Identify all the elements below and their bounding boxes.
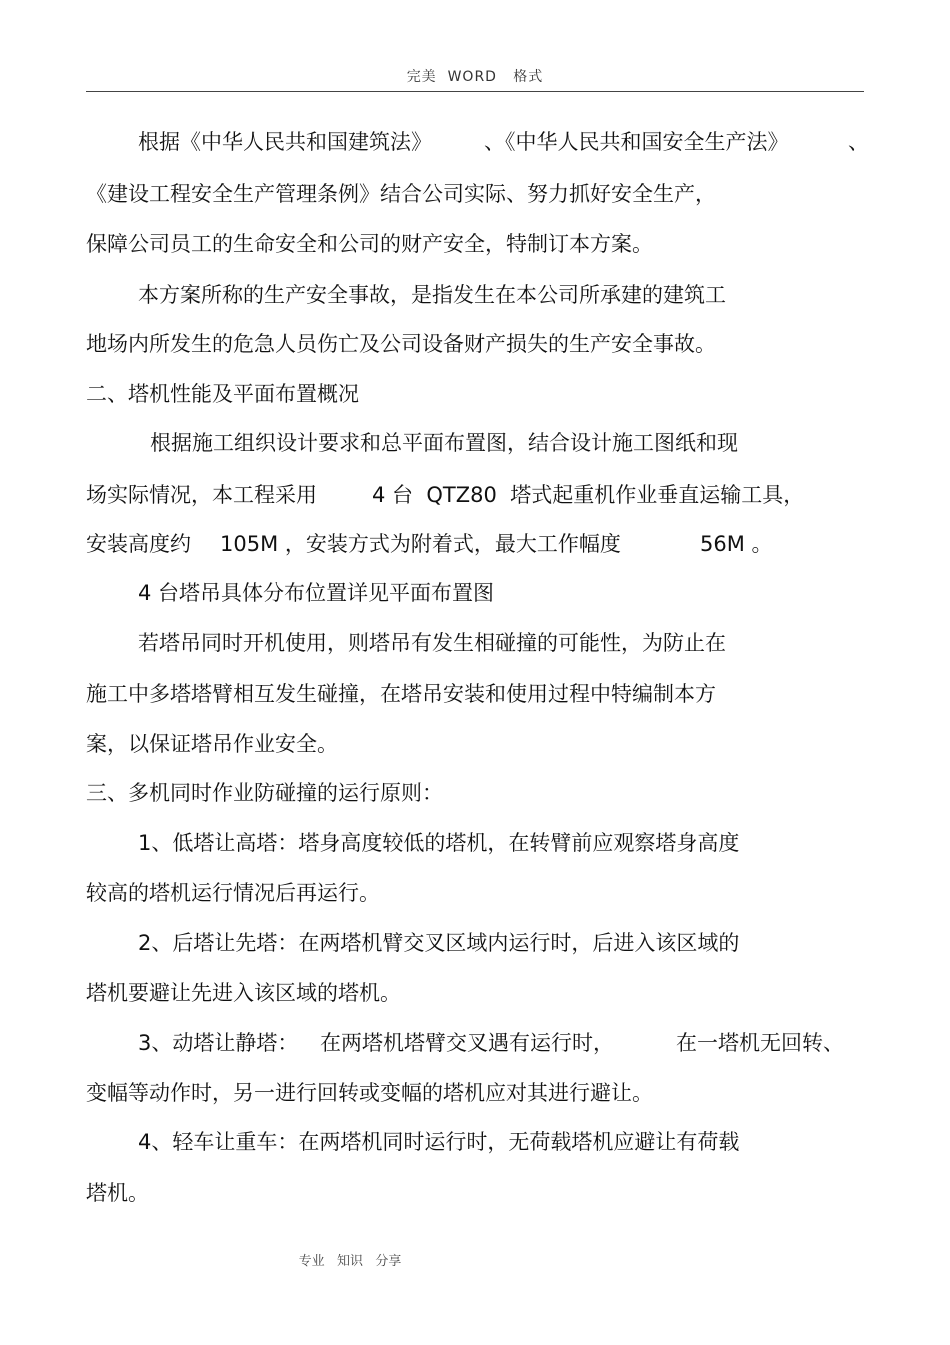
header-divider (86, 91, 864, 92)
text-line: 塔机要避让先进入该区域的塔机。 (86, 981, 401, 1005)
text-line: 105M ，安装方式为附着式，最大工作幅度 (220, 532, 621, 556)
text-line: 较高的塔机运行情况后再运行。 (86, 881, 380, 905)
text-line: 若塔吊同时开机使用，则塔吊有发生相碰撞的可能性，为防止在 (138, 631, 726, 655)
text-line: 2、后塔让先塔：在两塔机臂交叉区域内运行时，后进入该区域的 (138, 931, 740, 955)
text-line: 4、轻车让重车：在两塔机同时运行时，无荷载塔机应避让有荷载 (138, 1130, 740, 1154)
page-footer-text: 专业 知识 分享 (298, 1254, 402, 1269)
text-line: 《建设工程安全生产管理条例》结合公司实际、努力抓好安全生产， (86, 182, 716, 206)
text-line: 3、动塔让静塔： (138, 1031, 299, 1055)
text-line: 4 台 QTZ80 塔式起重机作业垂直运输工具， (372, 483, 805, 507)
text-line: 塔机。 (86, 1181, 149, 1205)
section-heading: 三、多机同时作业防碰撞的运行原则： (86, 781, 443, 805)
text-line: 案，以保证塔吊作业安全。 (86, 732, 338, 756)
text-line: 地场内所发生的危急人员伤亡及公司设备财产损失的生产安全事故。 (86, 332, 716, 356)
text-line: 施工中多塔塔臂相互发生碰撞，在塔吊安装和使用过程中特编制本方 (86, 682, 716, 706)
page-header-title: 完美 WORD 格式 (406, 69, 544, 85)
text-line: 、《中华人民共和国安全生产法》 (484, 130, 789, 154)
text-line: 保障公司员工的生命安全和公司的财产安全，特制订本方案。 (86, 232, 653, 256)
text-line: 、 (848, 130, 869, 154)
text-line: 56M 。 (700, 532, 773, 556)
text-line: 变幅等动作时，另一进行回转或变幅的塔机应对其进行避让。 (86, 1081, 653, 1105)
text-line: 1、低塔让高塔：塔身高度较低的塔机，在转臂前应观察塔身高度 (138, 831, 740, 855)
text-line: 本方案所称的生产安全事故，是指发生在本公司所承建的建筑工 (138, 283, 726, 307)
text-line: 根据施工组织设计要求和总平面布置图，结合设计施工图纸和现 (150, 431, 738, 455)
text-line: 根据《中华人民共和国建筑法》 (138, 130, 432, 154)
section-heading: 二、塔机性能及平面布置概况 (86, 382, 359, 406)
text-line: 场实际情况，本工程采用 (86, 483, 317, 507)
text-line: 安装高度约 (86, 532, 191, 556)
text-line: 在一塔机无回转、 (676, 1031, 844, 1055)
text-line: 在两塔机塔臂交叉遇有运行时， (320, 1031, 614, 1055)
text-line: 4 台塔吊具体分布位置详见平面布置图 (138, 581, 495, 605)
